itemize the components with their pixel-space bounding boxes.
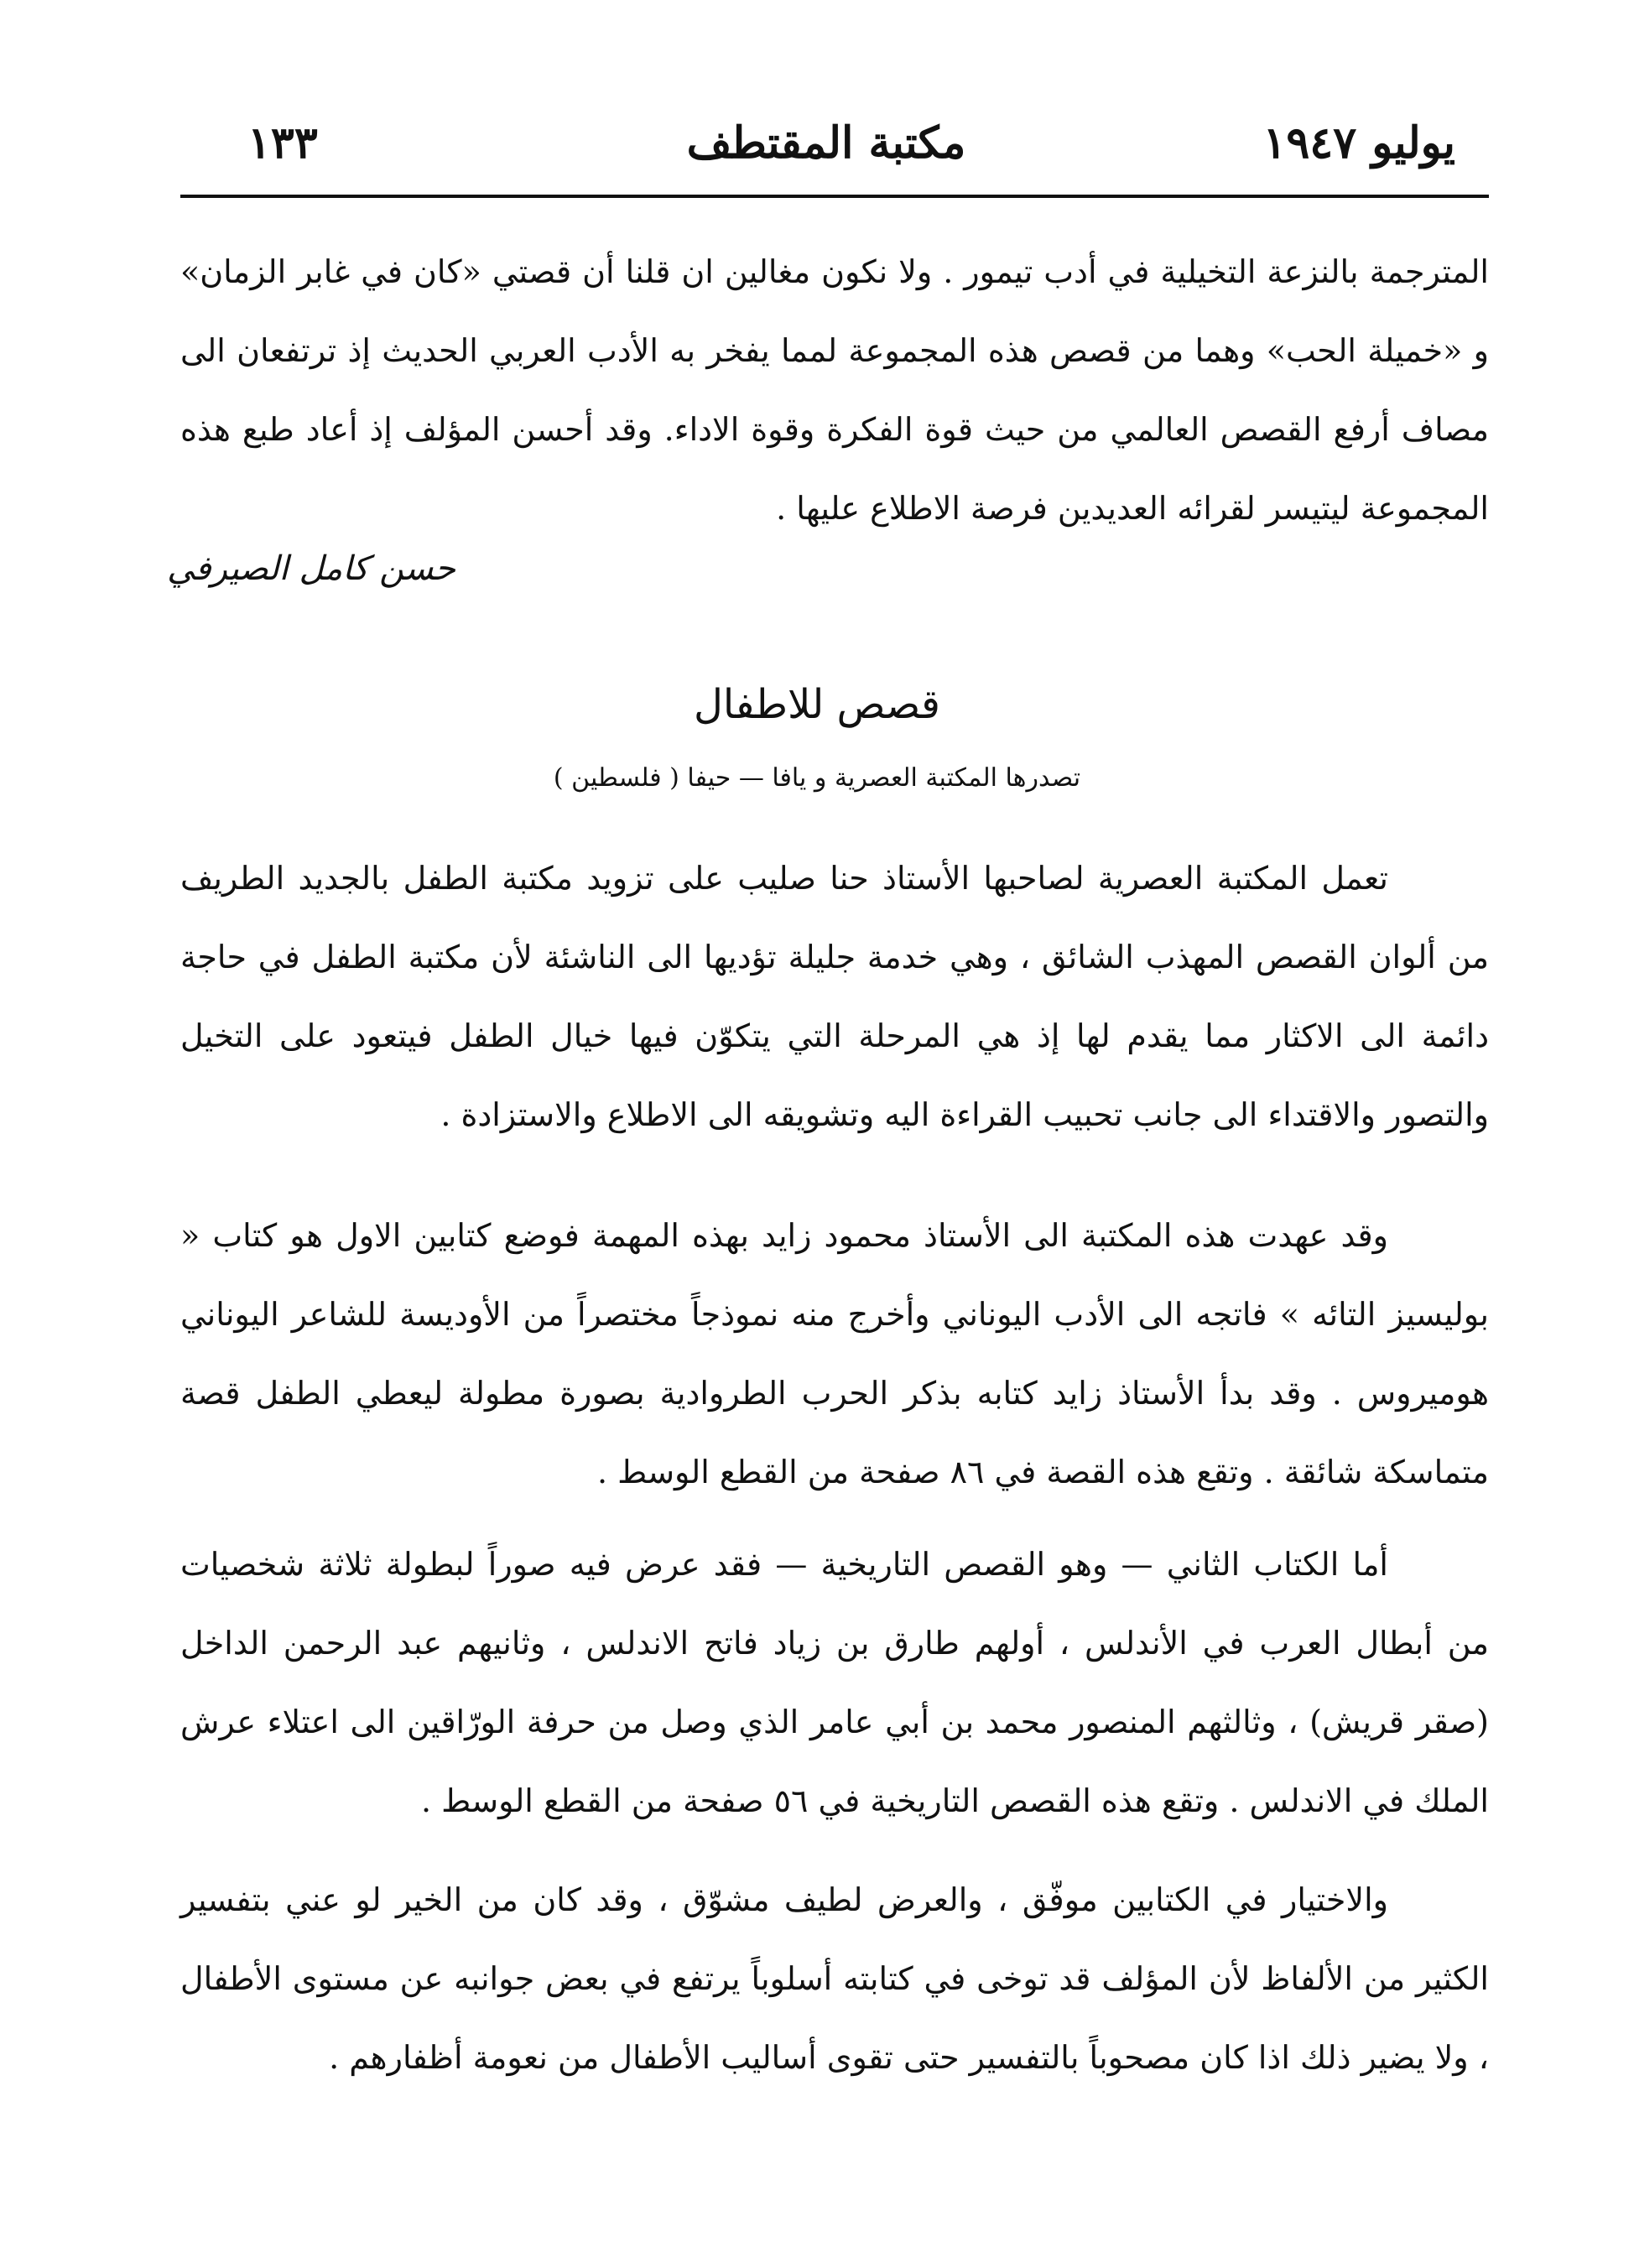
review2-paragraph-3: أما الكتاب الثاني — وهو القصص التاريخية — فقد عرض فيه صوراً لبطولة ثلاثة شخصيات من أبطال العرب في الأندلس ، أولهم طارق بن زياد فاتح الاندلس ، وثانيهم عبد الرحمن الداخل (صقر قريش) ، وثالثهم المنصور محمد بن أبي عامر الذي وصل من حرفة الورّاقين الى اعتلاء عرش الملك في الاندلس . وتقع هذه القصص التاريخية في ٥٦ صفحة من القطع الوسط . [180, 1546, 1489, 1819]
review1-paragraph: المترجمة بالنزعة التخيلية في أدب تيمور . ولا نكون مغالين ان قلنا أن قصتي «كان في غابر الزمان» و «خميلة الحب» وهما من قصص هذه المجموعة لمما يفخر به الأدب العربي الحديث إذ ترتفعان الى مصاف أرفع القصص العالمي من حيث قوة الفكرة وقوة الاداء. وقد أحسن المؤلف إذ أعاد طبع هذه المجموعة ليتيسر لقرائه العديدين فرصة الاطلاع عليها . [180, 253, 1489, 527]
review2-paragraph-4: والاختيار في الكتابين موفّق ، والعرض لطيف مشوّق ، وقد كان من الخير لو عني بتفسير الكثير من الألفاظ لأن المؤلف قد توخى في كتابته أسلوباً يرتفع في بعض جوانبه عن مستوى الأطفال ، ولا يضير ذلك اذا كان مصحوباً بالتفسير حتى تقوى أساليب الأطفال من نعومة أظفارهم . [180, 1881, 1489, 2076]
review1-signature: حسن كامل الصيرفي [167, 549, 455, 588]
header-date: يوليو ١٩٤٧ [1262, 117, 1455, 169]
page-header [197, 117, 1455, 185]
header-page-number: ١٣٣ [247, 117, 318, 169]
header-rule [180, 195, 1489, 198]
section-title: قصص للاطفال [694, 681, 940, 728]
header-journal-title: مكتبة المقتطف [686, 117, 966, 169]
review2-paragraph-1: تعمل المكتبة العصرية لصاحبها الأستاذ حنا صليب على تزويد مكتبة الطفل بالجديد الطريف من ألوان القصص المهذب الشائق ، وهي خدمة جليلة تؤديها الى الناشئة لأن مكتبة الطفل في حاجة دائمة الى الاكثار مما يقدم لها إذ هي المرحلة التي يتكوّن فيها خيال الطفل فيتعود على التخيل والتصور والاقتداء الى جانب تحبيب القراءة اليه وتشويقه الى الاطلاع والاستزادة . [180, 860, 1489, 1133]
section-subtitle: تصدرها المكتبة العصرية و يافا — حيفا ( فلسطين ) [553, 763, 1081, 793]
review2-paragraph-2: وقد عهدت هذه المكتبة الى الأستاذ محمود زايد بهذه المهمة فوضع كتابين الاول هو كتاب « بوليسيز التائه » فاتجه الى الأدب اليوناني وأخرج منه نموذجاً مختصراً من الأوديسة للشاعر اليوناني هوميروس . وقد بدأ الأستاذ زايد كتابه بذكر الحرب الطروادية بصورة مطولة ليعطي الطفل قصة متماسكة شائقة . وتقع هذه القصة في ٨٦ صفحة من القطع الوسط . [180, 1217, 1489, 1490]
